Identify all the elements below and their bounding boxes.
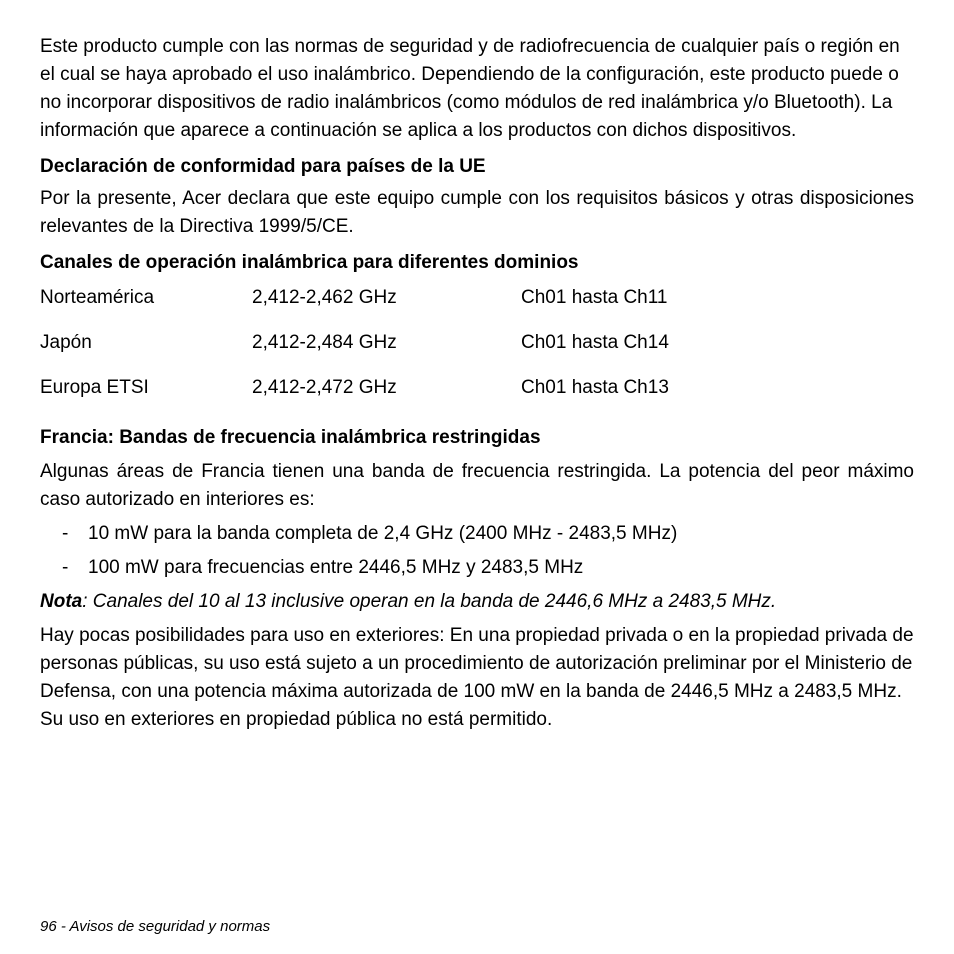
france-paragraph: Algunas áreas de Francia tienen una banda de frecuencia restringida. La potencia del peor máximo caso autorizado en interiores es: bbox=[40, 461, 914, 510]
channel-range: Ch01 hasta Ch11 bbox=[521, 287, 668, 308]
eu-declaration-paragraph: Por la presente, Acer declara que este equipo cumple con los requisitos básicos y otras disposiciones relevantes de la Directiva 1999/5/CE. bbox=[40, 188, 914, 237]
document-page bbox=[40, 33, 914, 734]
france-heading: Francia: Bandas de frecuencia inalámbrica restringidas bbox=[40, 427, 541, 448]
channel-band: 2,412-2,462 GHz bbox=[252, 287, 397, 308]
channel-region: Europa ETSI bbox=[40, 377, 149, 398]
page-footer: 96 - Avisos de seguridad y normas bbox=[40, 918, 271, 935]
channel-band: 2,412-2,472 GHz bbox=[252, 377, 397, 398]
note-text: : Canales del 10 al 13 inclusive operan en la banda de 2446,6 MHz a 2483,5 MHz. bbox=[82, 591, 777, 612]
list-dash: - bbox=[62, 523, 69, 544]
channel-row bbox=[40, 328, 914, 373]
list-item-text: 100 mW para frecuencias entre 2446,5 MHz y 2483,5 MHz bbox=[88, 557, 584, 578]
channel-row bbox=[40, 283, 914, 328]
eu-declaration-heading: Declaración de conformidad para países de la UE bbox=[40, 156, 486, 177]
channel-row bbox=[40, 373, 914, 418]
note-paragraph bbox=[40, 588, 914, 616]
list-item bbox=[40, 554, 914, 588]
channel-range: Ch01 hasta Ch13 bbox=[521, 377, 669, 398]
list-dash: - bbox=[62, 557, 69, 578]
outdoor-paragraph: Hay pocas posibilidades para uso en exteriores: En una propiedad privada o en la propiedad privada de personas públicas, su uso está sujeto a un procedimiento de autorización preliminar por el Ministerio de Defensa, con una potencia máxima autorizada de 100 mW en la banda de 2446,5 MHz a 2483,5 MHz. Su uso en exteriores en propiedad pública no está permitido. bbox=[40, 625, 914, 730]
channels-heading: Canales de operación inalámbrica para diferentes dominios bbox=[40, 252, 579, 273]
note-label: Nota bbox=[40, 591, 83, 612]
intro-paragraph: Este producto cumple con las normas de seguridad y de radiofrecuencia de cualquier país o región en el cual se haya aprobado el uso inalámbrico. Dependiendo de la configuración, este producto puede o no incorporar dispositivos de radio inalámbricos (como módulos de red inalámbrica y/o Bluetooth). La información que aparece a continuación se aplica a los productos con dichos dispositivos. bbox=[40, 36, 900, 141]
channel-region: Japón bbox=[40, 332, 92, 353]
channel-band: 2,412-2,484 GHz bbox=[252, 332, 397, 353]
channel-region: Norteamérica bbox=[40, 287, 155, 308]
list-item bbox=[40, 520, 914, 554]
list-item-text: 10 mW para la banda completa de 2,4 GHz (2400 MHz - 2483,5 MHz) bbox=[88, 523, 678, 544]
channels-table bbox=[40, 283, 914, 418]
channel-range: Ch01 hasta Ch14 bbox=[521, 332, 669, 353]
